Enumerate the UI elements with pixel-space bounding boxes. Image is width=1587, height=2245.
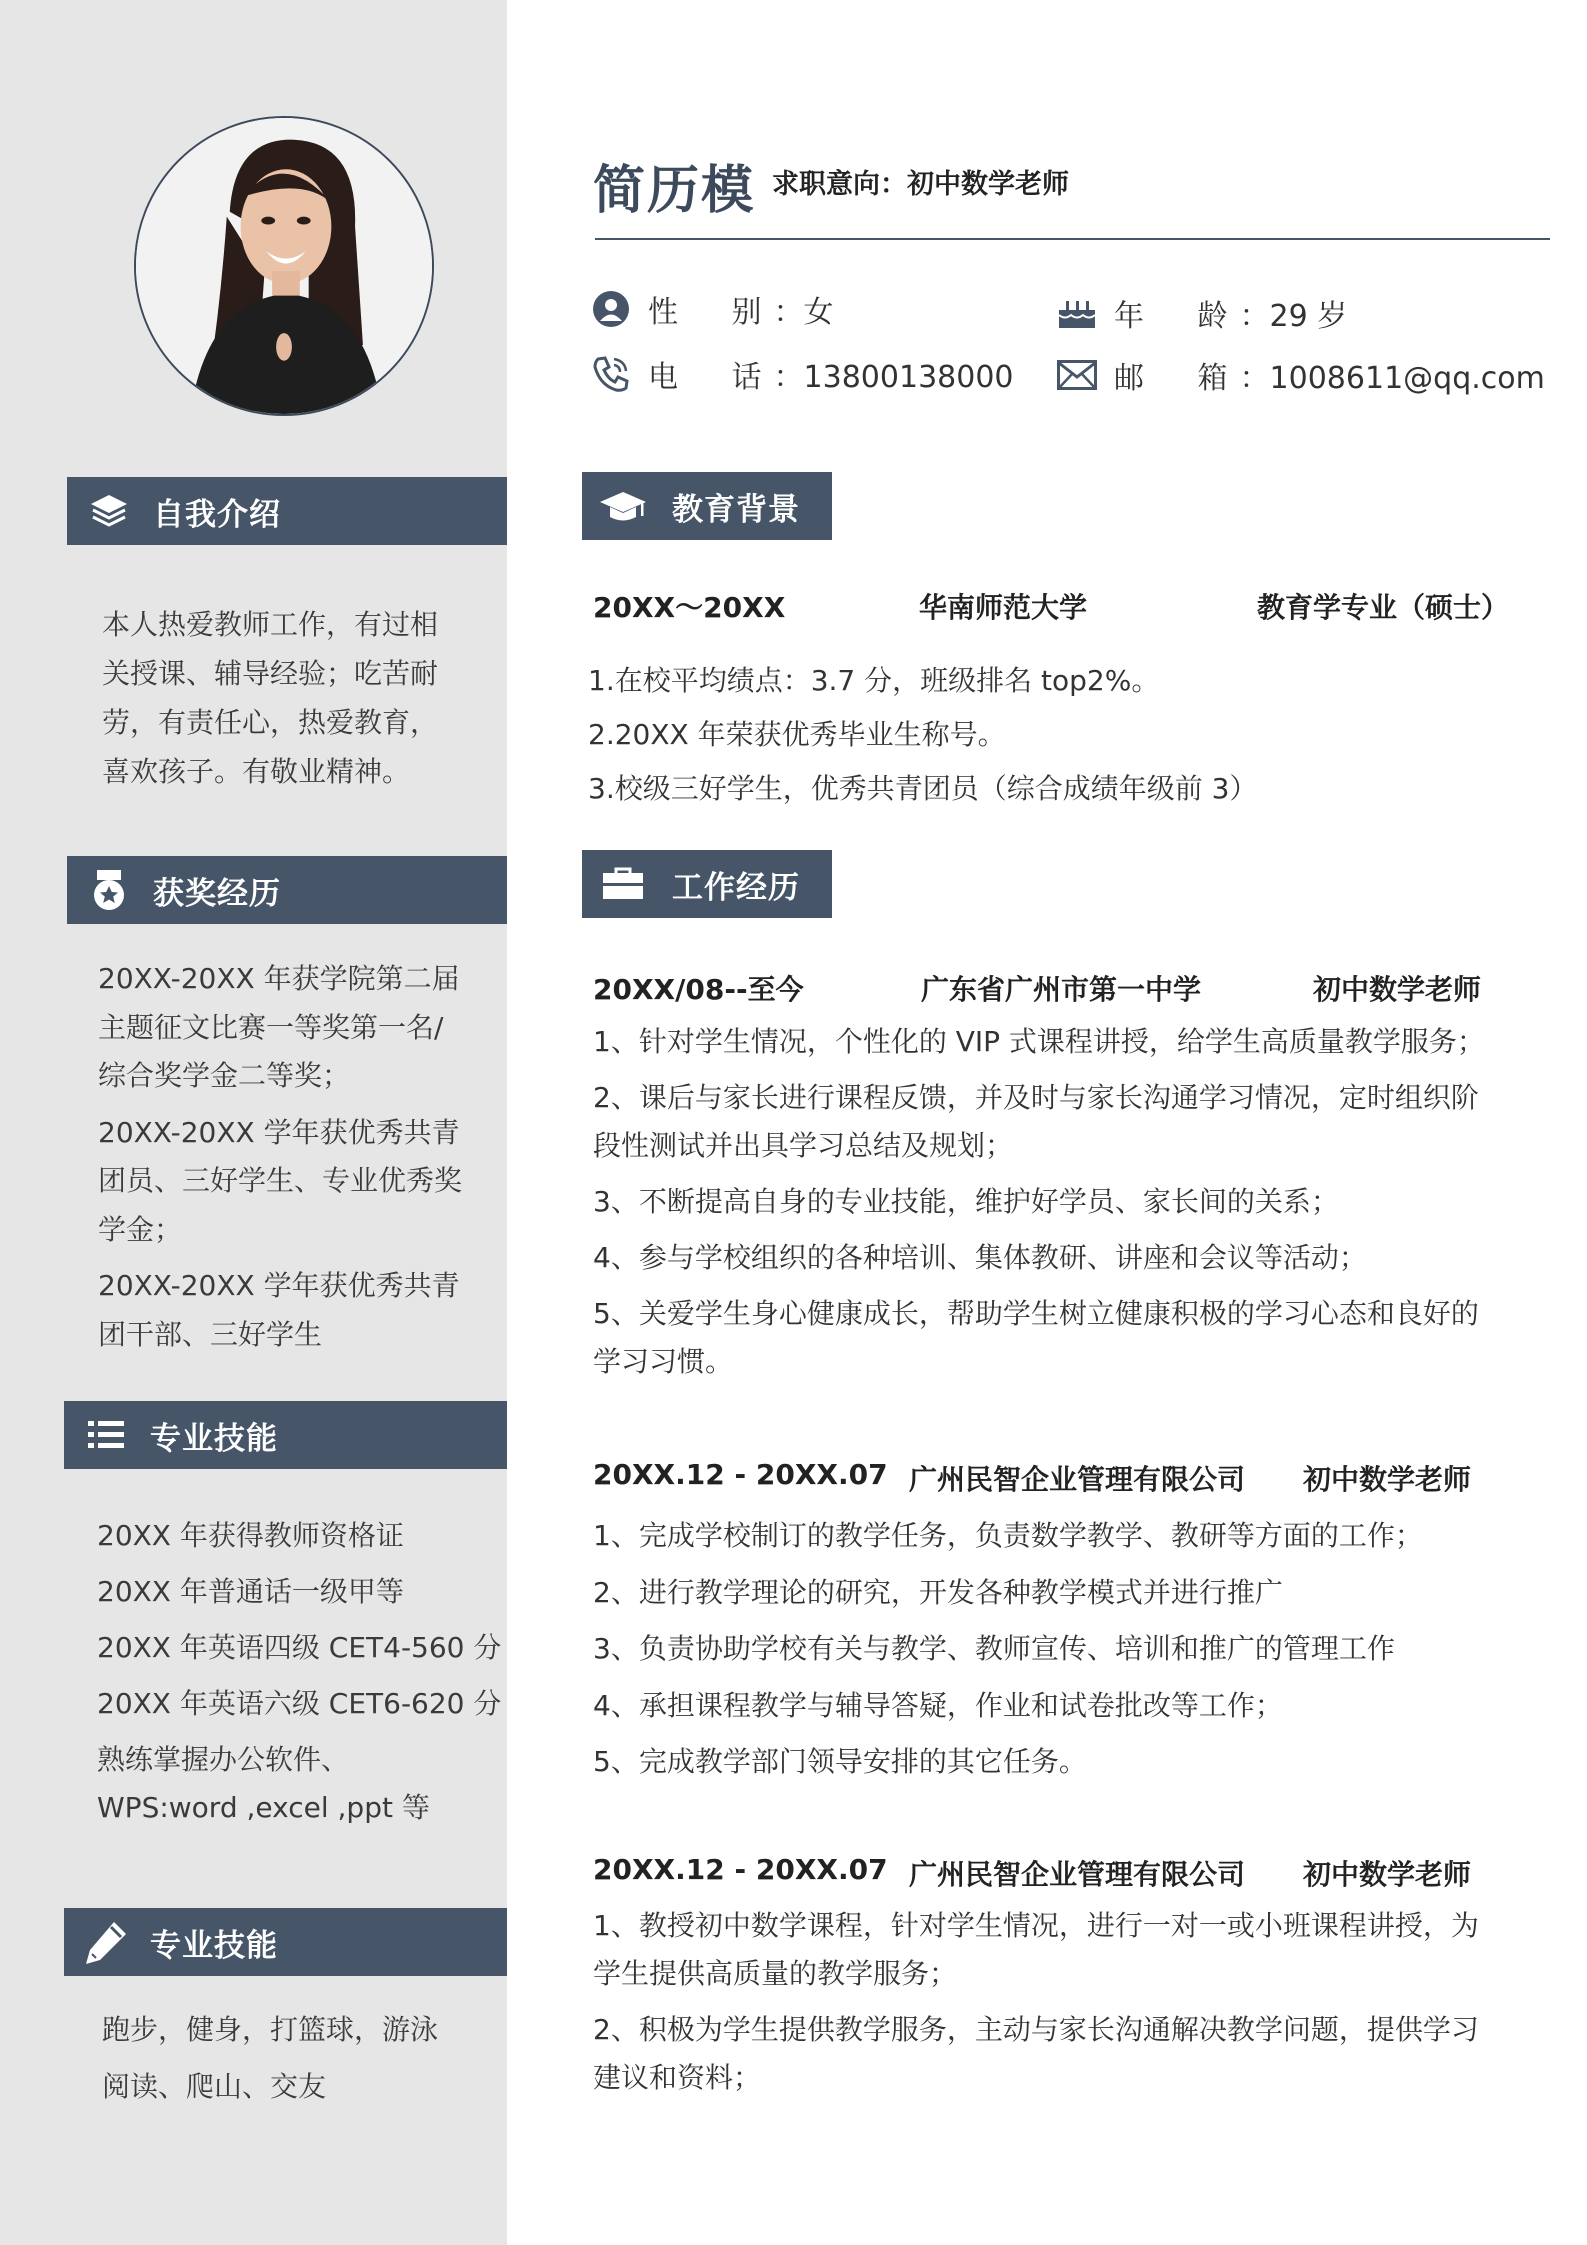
awards-line: 20XX-20XX 学年获优秀共青	[98, 1269, 460, 1302]
section-header-education	[582, 472, 832, 540]
section-header-work	[582, 850, 832, 918]
awards-line: 团干部、三好学生	[98, 1317, 323, 1351]
phone-label: 电 话	[648, 360, 784, 395]
awards-line: 20XX-20XX 学年获优秀共青	[98, 1115, 460, 1149]
job-line: 1、完成学校制订的教学任务，负责数学教学、教研等方面的工作；	[593, 1519, 1423, 1552]
job-line: 5、关爱学生身心健康成长，帮助学生树立健康积极的学习心态和良好的	[593, 1297, 1479, 1330]
awards-line: 20XX-20XX 年获学院第二届	[98, 962, 460, 995]
skills-line: 20XX 年获得教师资格证	[97, 1519, 404, 1552]
job-details	[593, 1018, 1485, 1386]
job-row	[593, 1458, 1471, 1498]
email-value: ：1008611@qq.com	[1239, 361, 1545, 396]
info-email	[1056, 353, 1545, 397]
section-header-intro	[67, 477, 507, 545]
phone-value: ：13800138000	[773, 360, 1014, 395]
job-details	[593, 1902, 1479, 2102]
skills-line: 20XX 年普通话一级甲等	[97, 1575, 404, 1608]
section-header-skills	[64, 1401, 507, 1469]
job-line: 2、积极为学生提供教学服务，主动与家长沟通解决教学问题，提供学习	[593, 2013, 1479, 2046]
profile-photo	[134, 116, 434, 416]
job-line: 4、承担课程教学与辅导答疑，作业和试卷批改等工作；	[593, 1688, 1283, 1722]
awards-line: 主题征文比赛一等奖第一名/	[98, 1010, 444, 1044]
job-line: 2、课后与家长进行课程反馈，并及时与家长沟通学习情况，定时组织阶	[593, 1081, 1479, 1114]
section-header-awards	[67, 856, 507, 924]
skills-line: 熟练掌握办公软件、	[97, 1743, 350, 1776]
job-period: 20XX.12 - 20XX.07	[593, 1458, 888, 1491]
awards-text	[98, 955, 462, 1359]
section-title: 工作经历	[672, 869, 800, 906]
skills-text	[97, 1508, 501, 1836]
job-line: 1、教授初中数学课程，针对学生情况，进行一对一或小班课程讲授，为	[593, 1909, 1479, 1942]
briefcase-icon	[596, 860, 650, 908]
job-period: 20XX/08--至今	[593, 973, 804, 1006]
job-line: 5、完成教学部门领导安排的其它任务。	[593, 1745, 1087, 1778]
job-role: 初中数学老师	[1313, 973, 1482, 1006]
education-major: 教育学专业（硕士）	[1257, 591, 1510, 624]
education-line: 1.在校平均绩点：3.7 分，班级排名 top2%。	[588, 664, 1160, 697]
mail-icon	[1056, 355, 1098, 395]
job-line: 3、不断提高自身的专业技能，维护好学员、家长间的关系；	[593, 1185, 1339, 1218]
job-company: 广东省广州市第一中学	[921, 973, 1202, 1006]
age-value: ：29 岁	[1239, 299, 1348, 334]
job-line: 4、参与学校组织的各种培训、集体教研、讲座和会议等活动；	[593, 1241, 1367, 1274]
info-age	[1056, 291, 1347, 335]
awards-line: 团员、三好学生、专业优秀奖	[98, 1164, 463, 1197]
job-role: 初中数学老师	[1303, 1463, 1472, 1496]
intro-text	[102, 600, 438, 796]
hobbies-line: 跑步，健身，打篮球，游泳	[102, 2013, 439, 2046]
phone-icon	[590, 354, 632, 394]
job-line: 学习习惯。	[593, 1345, 734, 1378]
job-company: 广州民智企业管理有限公司	[909, 1858, 1246, 1891]
job-line: 建议和资料；	[593, 2061, 762, 2094]
awards-line: 综合奖学金二等奖；	[98, 1059, 351, 1092]
gender-value: ：女	[773, 295, 834, 330]
education-details	[588, 654, 1257, 816]
hobbies-text	[102, 2001, 438, 2115]
education-line: 2.20XX 年荣获优秀毕业生称号。	[588, 718, 1006, 751]
graduation-cap-icon	[596, 482, 650, 530]
pen-icon	[82, 1918, 130, 1966]
list-icon	[82, 1411, 130, 1459]
email-label: 邮 箱	[1114, 361, 1250, 396]
education-school: 华南师范大学	[919, 591, 1088, 624]
intro-line: 本人热爱教师工作，有过相	[102, 608, 439, 641]
header-divider	[595, 238, 1550, 240]
hobbies-line: 阅读、爬山、交友	[102, 2070, 327, 2103]
gender-label: 性 别	[648, 295, 784, 330]
info-gender	[590, 287, 834, 331]
job-company: 广州民智企业管理有限公司	[909, 1463, 1246, 1496]
cake-icon	[1056, 293, 1098, 333]
skills-line: WPS:word ,excel ,ppt 等	[97, 1791, 430, 1824]
section-title: 教育背景	[672, 491, 800, 528]
awards-line: 学金；	[98, 1212, 183, 1246]
skills-line: 20XX 年英语四级 CET4-560 分	[97, 1631, 502, 1664]
portrait-image	[136, 118, 432, 414]
education-row	[593, 586, 1509, 626]
resume-name: 简历模	[593, 161, 756, 221]
medal-icon	[85, 866, 133, 914]
job-intent: 求职意向：初中数学老师	[772, 169, 1069, 200]
section-title: 获奖经历	[153, 875, 281, 912]
job-row	[593, 1853, 1471, 1893]
job-role: 初中数学老师	[1303, 1858, 1472, 1891]
skills-line: 20XX 年英语六级 CET6-620 分	[97, 1687, 502, 1720]
job-row	[593, 968, 1481, 1008]
section-title: 自我介绍	[153, 496, 281, 533]
job-line: 3、负责协助学校有关与教学、教师宣传、培训和推广的管理工作	[593, 1632, 1395, 1665]
section-title: 专业技能	[150, 1420, 278, 1457]
education-period: 20XX～20XX	[593, 591, 786, 624]
job-line: 学生提供高质量的教学服务；	[593, 1957, 958, 1990]
intro-line: 劳，有责任心，热爱教育，	[102, 706, 439, 739]
intro-line: 关授课、辅导经验；吃苦耐	[102, 657, 439, 690]
job-details	[593, 1508, 1423, 1791]
info-phone	[590, 352, 1014, 396]
section-title: 专业技能	[150, 1927, 278, 1964]
job-line: 2、进行教学理论的研究，开发各种教学模式并进行推广	[593, 1575, 1283, 1609]
education-line: 3.校级三好学生，优秀共青团员（综合成绩年级前 3）	[588, 772, 1258, 805]
user-icon	[590, 289, 632, 329]
age-label: 年 龄	[1114, 299, 1250, 334]
job-line: 段性测试并出具学习总结及规划；	[593, 1129, 1014, 1162]
job-period: 20XX.12 - 20XX.07	[593, 1853, 888, 1886]
layers-icon	[85, 487, 133, 535]
intro-line: 喜欢孩子。有敬业精神。	[102, 755, 411, 788]
job-line: 1、针对学生情况，个性化的 VIP 式课程讲授，给学生高质量教学服务；	[593, 1025, 1485, 1058]
section-header-hobbies	[64, 1908, 507, 1976]
